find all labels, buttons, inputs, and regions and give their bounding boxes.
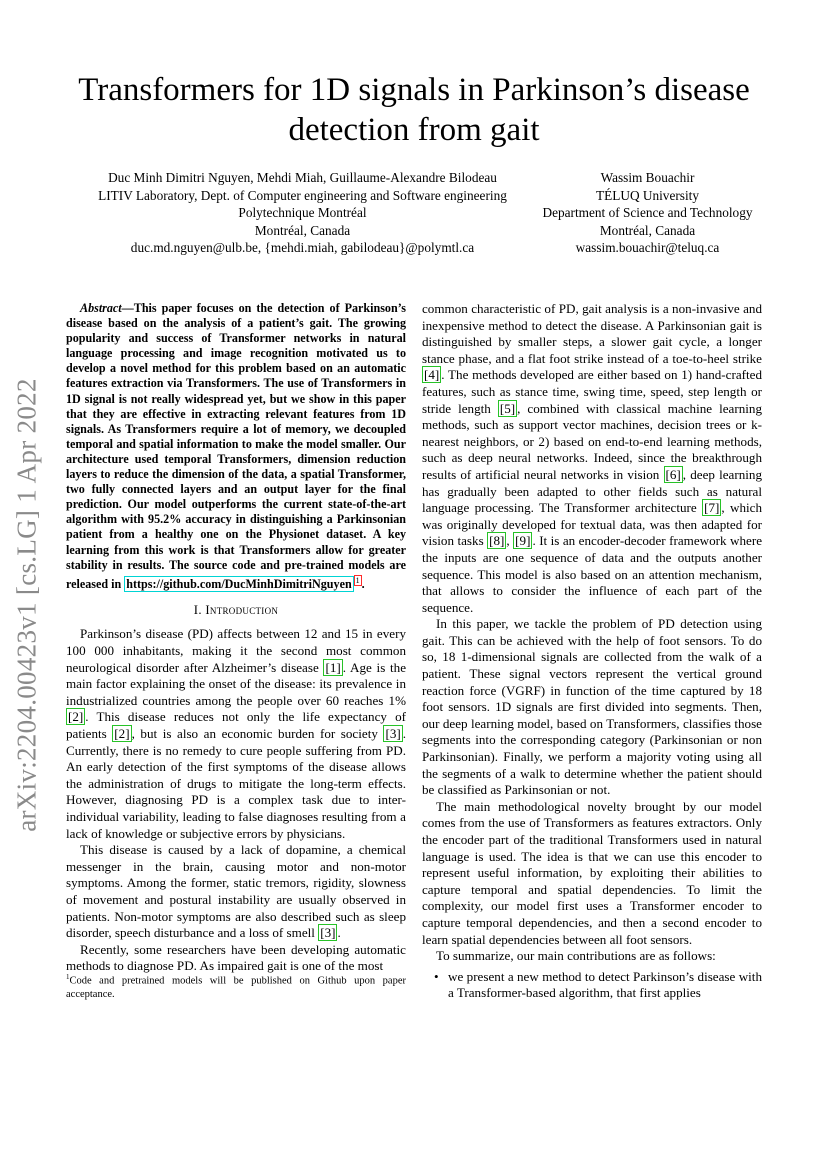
author-affiliation: Montréal, Canada — [599, 222, 696, 238]
author-affiliation: Department of Science and Technology — [542, 205, 753, 220]
right-column — [422, 301, 762, 1002]
paragraph-text: . Age is the main factor explaining the onset of the disease: its prevalence in industrialized countries among the people over 60 reaches 1% — [66, 659, 407, 708]
author-affiliation: LITIV Laboratory, Dept. of Computer engineering and Software engineering — [98, 187, 507, 203]
paragraph-text: . It is an encoder-decoder framework where the inputs are one sequence of data and the outputs another sequence. This model is also based on an attention mechanism, that allows to consider the influence of each part of the sequence. — [422, 533, 763, 615]
citation-link[interactable]: [9] — [515, 533, 531, 549]
author-affiliation: Polytechnique Montréal — [238, 205, 367, 220]
author-email: duc.md.nguyen@ulb.be, {mehdi.miah, gabilodeau}@polymtl.ca — [130, 240, 475, 255]
section-title: Introduction — [205, 602, 279, 617]
intro-paragraph: Recently, some researchers have been developing automatic methods to diagnose PD. As impaired gait is one of the most — [66, 941, 406, 974]
paragraph-text: . The methods developed are either based on 1) hand-crafted features, such as stance time, swing time, speed, step length or stride length — [422, 367, 762, 416]
citation-link[interactable]: [4] — [424, 367, 440, 383]
abstract-text: This paper focuses on the detection of Parkinson’s disease based on the analysis of a patient’s gait. The growing popularity and success of Transformer networks in natural language processing and image recognition motivated us to develop a novel method for this problem based on an automatic features extraction via Transformers. The use of Transformers in 1D signal is not really widespread yet, but we show in this paper that they are effective in extracting relevant features from 1D signals. As Transformers require a lot of memory, we decoupled temporal and spatial information to make the model smaller. Our architecture used temporal Transformers, dimension reduction layers to reduce the dimension of the data, a spatial Transformer, two fully connected layers and an output layer for the final prediction. Our model outperforms the current state-of-the-art algorithm with 95.2% accuracy in distinguishing a Parkinsonian patient from a healthy one on the Physionet dataset. A key learning from this work is that Transformers allow for greater stability in results. The source code and pre-trained models are released in — [66, 301, 406, 591]
citation-link[interactable]: [8] — [489, 533, 505, 549]
intro-paragraph: To summarize, our main contributions are as follows: — [436, 948, 716, 964]
arxiv-identifier: arXiv:2204.00423v1 [cs.LG] 1 Apr 2022 — [11, 378, 42, 832]
intro-paragraph — [66, 842, 406, 942]
abstract-dash: — — [121, 301, 134, 315]
paper-title — [40, 70, 788, 150]
footnote-mark: 1 — [66, 973, 70, 981]
paragraph-text: This disease is caused by a lack of dopamine, a chemical messenger in the brain, causing motor and non-motor symptoms. Among the former, static tremors, rigidity, slowness of movement and postural instability are usually observed in patients. Non-motor symptoms are also described such as sleep disorder, speech disturbance and a loss of smell — [66, 842, 406, 941]
intro-paragraph: The main methodological novelty brought by our model comes from the use of Transformers as features extractors. Only the encoder part of the traditional Transformers used in natural language is used. The idea is that we can use this encoder to represent useful information, by exploiting their abilities to capture temporal and spatial dependencies. To limit the complexity, our model first uses a Transformer encoder to capture temporal dependencies, and then a second encoder to learn spatial dependencies between all foot sensors. — [422, 798, 762, 947]
github-link[interactable]: https://github.com/DucMinhDimitriNguyen — [126, 576, 352, 591]
paragraph-text: common characteristic of PD, gait analysis is a non-invasive and inexpensive method to detect the disease. A Parkinsonian gait is distinguished by smaller steps, a slower gait cycle, a longer stance phase, and a flat foot strike instead of a toe-to-heel strike — [422, 301, 762, 366]
intro-paragraph — [422, 301, 762, 616]
citation-link[interactable]: [1] — [325, 659, 341, 675]
author-affiliation: Montréal, Canada — [254, 222, 351, 238]
author-email: wassim.bouachir@teluq.ca — [575, 240, 720, 255]
paragraph-text: . — [337, 925, 341, 941]
paragraph-text: , but is also an economic burden for society — [131, 725, 384, 741]
citation-link[interactable]: [2] — [68, 709, 84, 725]
citation-link[interactable]: [3] — [385, 725, 401, 741]
abstract — [66, 301, 406, 592]
citation-link[interactable]: [7] — [704, 500, 720, 516]
contributions-list — [422, 969, 762, 1002]
title-line-1: Transformers for 1D signals in Parkinson’s disease — [78, 72, 750, 108]
contribution-item: • we present a new method to detect Parkinson’s disease with a Transformer-based algorithm, that first applies — [448, 969, 762, 1002]
author-names: Wassim Bouachir — [600, 170, 695, 185]
author-block-right — [520, 169, 775, 257]
arxiv-sidebar-stamp — [2, 370, 52, 840]
paragraph-text: . This disease reduces not only the life expectancy of patients — [66, 709, 406, 741]
citation-link[interactable]: [5] — [499, 400, 516, 416]
footnote-ref[interactable]: 1 — [355, 575, 360, 585]
intro-paragraph: In this paper, we tackle the problem of PD detection using gait. This can be achieved with the help of foot sensors. To do so, 18 1-dimensional signals are collected from the walk of a patient. These signal vectors represent the vertical ground reaction force (VGRF) in function of the time captured by 18 foot sensors. 1D signals are first divided into segments. Then, our deep learning model, based on Transformers, classifies those segments into the corresponding category (Parkinsonian or non Parkinsonian). Finally, we perform a majority voting using all the segments of a walk to determine whether the patient should be classified as Parkinsonian or not. — [422, 616, 762, 798]
paragraph-text: . Currently, there is no remedy to cure people suffering from PD. An early detection of the first symptoms of the disease allows the administration of drugs to mitigate the long-term effects. However, diagnosing PD is a complex task due to inter-individual variability, leading to false diagnoses resulting from a lack of knowledge or subjective errors by physicians. — [66, 725, 407, 841]
abstract-end: . — [361, 576, 365, 591]
intro-paragraph — [66, 626, 406, 842]
citation-link[interactable]: [2] — [114, 725, 130, 741]
citation-link[interactable]: [6] — [665, 466, 681, 482]
author-block-left — [70, 169, 535, 257]
footnote — [66, 971, 406, 1001]
section-heading-introduction — [66, 602, 406, 619]
paragraph-text: , — [506, 533, 514, 549]
footnote-text: Code and pretrained models will be published on Github upon paper acceptance. — [66, 975, 406, 1000]
author-names: Duc Minh Dimitri Nguyen, Mehdi Miah, Guillaume-Alexandre Bilodeau — [108, 170, 497, 185]
section-numeral: I. — [193, 602, 206, 617]
author-affiliation: TÉLUQ University — [595, 187, 700, 203]
paragraph-text: , deep learning has gradually been adapted to other fields such as natural language processing. The Transformer architecture — [422, 466, 762, 516]
abstract-lead: Abstract — [80, 301, 122, 315]
paragraph-text: , which was originally developed for textual data, was then adapted for vision tasks — [422, 500, 763, 549]
left-column — [66, 301, 406, 975]
title-line-2: detection from gait — [288, 112, 540, 148]
paragraph-text: Parkinson’s disease (PD) affects between 12 and 15 in every 100 000 inhabitants, making it the second most common neurological disorder after Alzheimer’s disease — [66, 626, 406, 675]
paragraph-text: , combined with classical machine learning methods, such as support vector machines, decision trees or k-nearest neighbors, or 2) based on end-to-end learning methods, such as deep neural networks. Indeed, since the breakthrough results of artificial neural networks in vision — [422, 400, 763, 482]
citation-link[interactable]: [3] — [320, 925, 336, 941]
